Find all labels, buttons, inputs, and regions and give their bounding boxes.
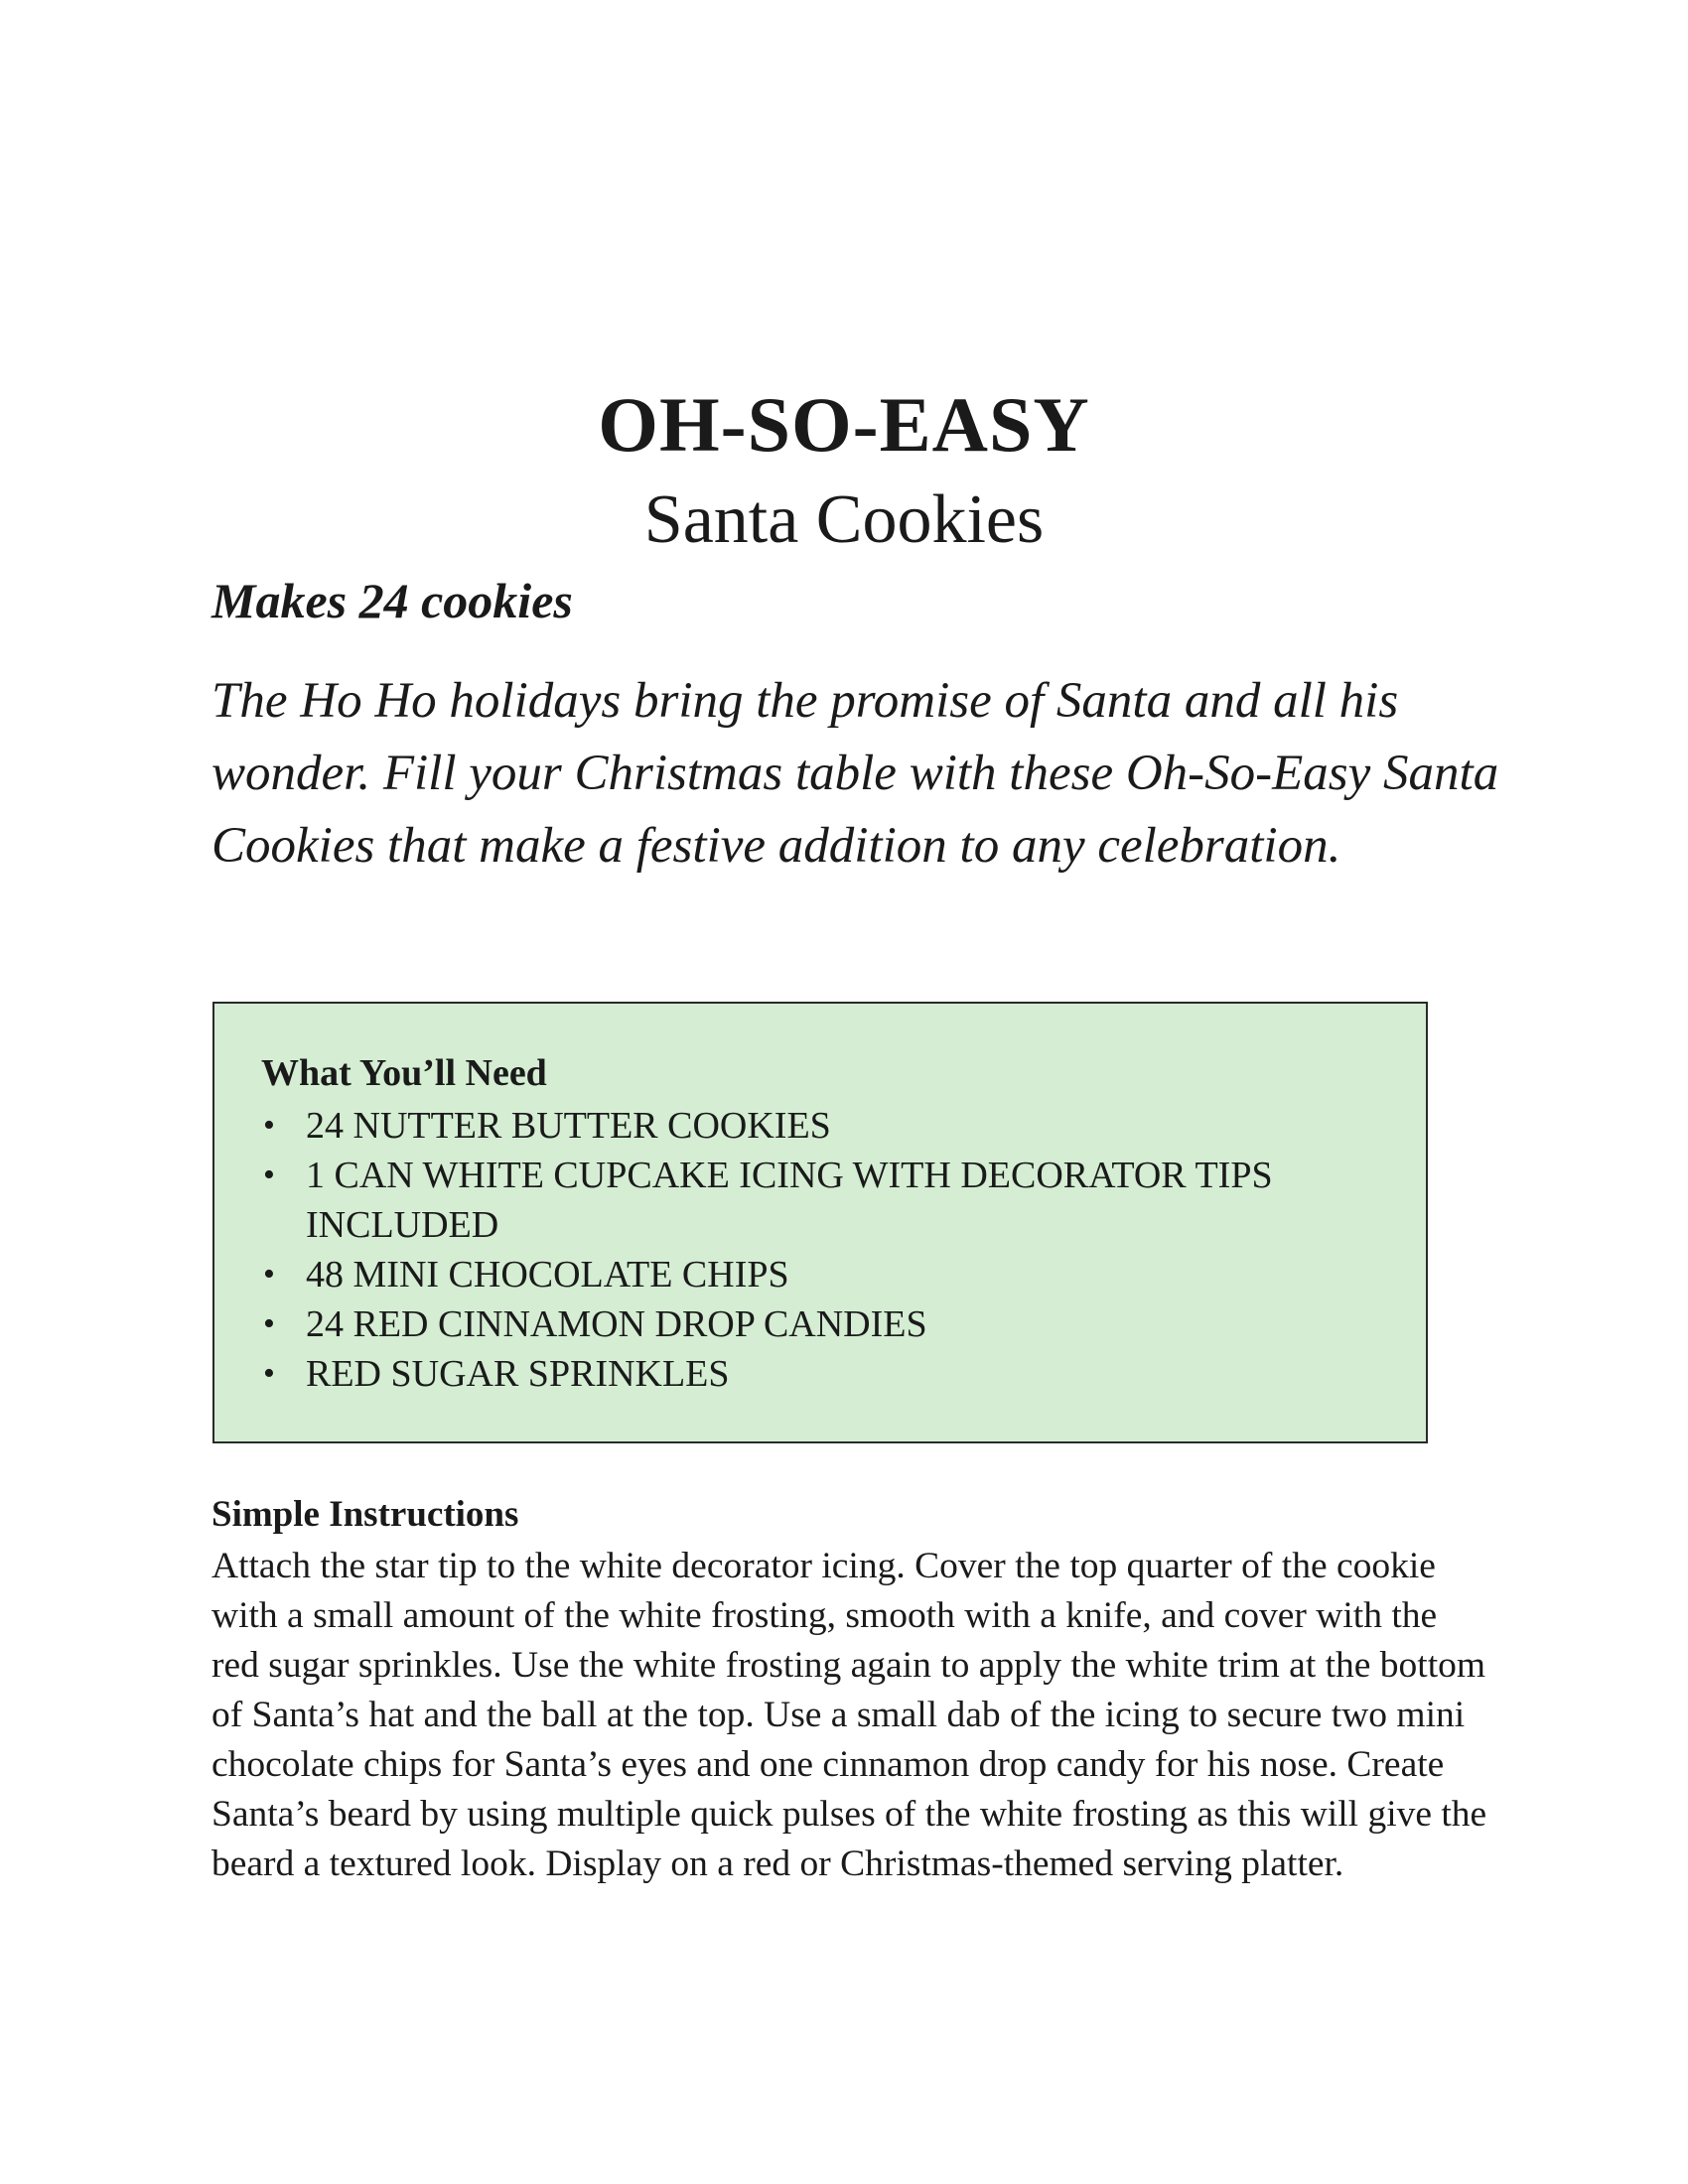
ingredient-text: 24 NUTTER BUTTER COOKIES [306,1105,831,1147]
bullet-icon: • [263,1256,275,1293]
recipe-yield: Makes 24 cookies [211,573,573,628]
list-item [261,1299,1393,1349]
ingredients-heading: What You’ll Need [261,1052,547,1094]
bullet-icon: • [263,1355,275,1392]
ingredients-list [261,1101,1393,1399]
instructions-body: Attach the star tip to the white decorator icing. Cover the top quarter of the cookie with a small amount of the white frosting, smooth with a knife, and cover with the red sugar sprinkles. Use the white frosting again to apply the white trim at the bottom of Santa’s hat and the ball at the top. Use a small dab of the icing to secure two mini chocolate chips for Santa’s eyes and one cinnamon drop candy for his nose. Create Santa’s beard by using multiple quick pulses of the white frosting as this will give the beard a textured look. Display on a red or Christmas-themed serving platter. [211,1546,1487,1884]
recipe-intro: The Ho Ho holidays bring the promise of Santa and all his wonder. Fill your Christmas table with these Oh-So-Easy Santa Cookies that make a festive addition to any celebration. [211,673,1499,874]
list-item [261,1101,1393,1151]
instructions-heading: Simple Instructions [211,1494,519,1535]
ingredient-text: RED SUGAR SPRINKLES [306,1353,730,1395]
ingredient-text: 1 CAN WHITE CUPCAKE ICING WITH DECORATOR TIPS INCLUDED [306,1155,1273,1246]
ingredient-text: 48 MINI CHOCOLATE CHIPS [306,1254,789,1296]
bullet-icon: • [263,1305,275,1342]
ingredients-box [212,1002,1428,1443]
bullet-icon: • [263,1157,275,1193]
list-item [261,1250,1393,1299]
recipe-title: OH-SO-EASY [598,381,1090,468]
bullet-icon: • [263,1107,275,1144]
list-item [261,1151,1393,1250]
ingredient-text: 24 RED CINNAMON DROP CANDIES [306,1303,927,1345]
list-item [261,1349,1393,1399]
recipe-subtitle: Santa Cookies [643,481,1045,558]
